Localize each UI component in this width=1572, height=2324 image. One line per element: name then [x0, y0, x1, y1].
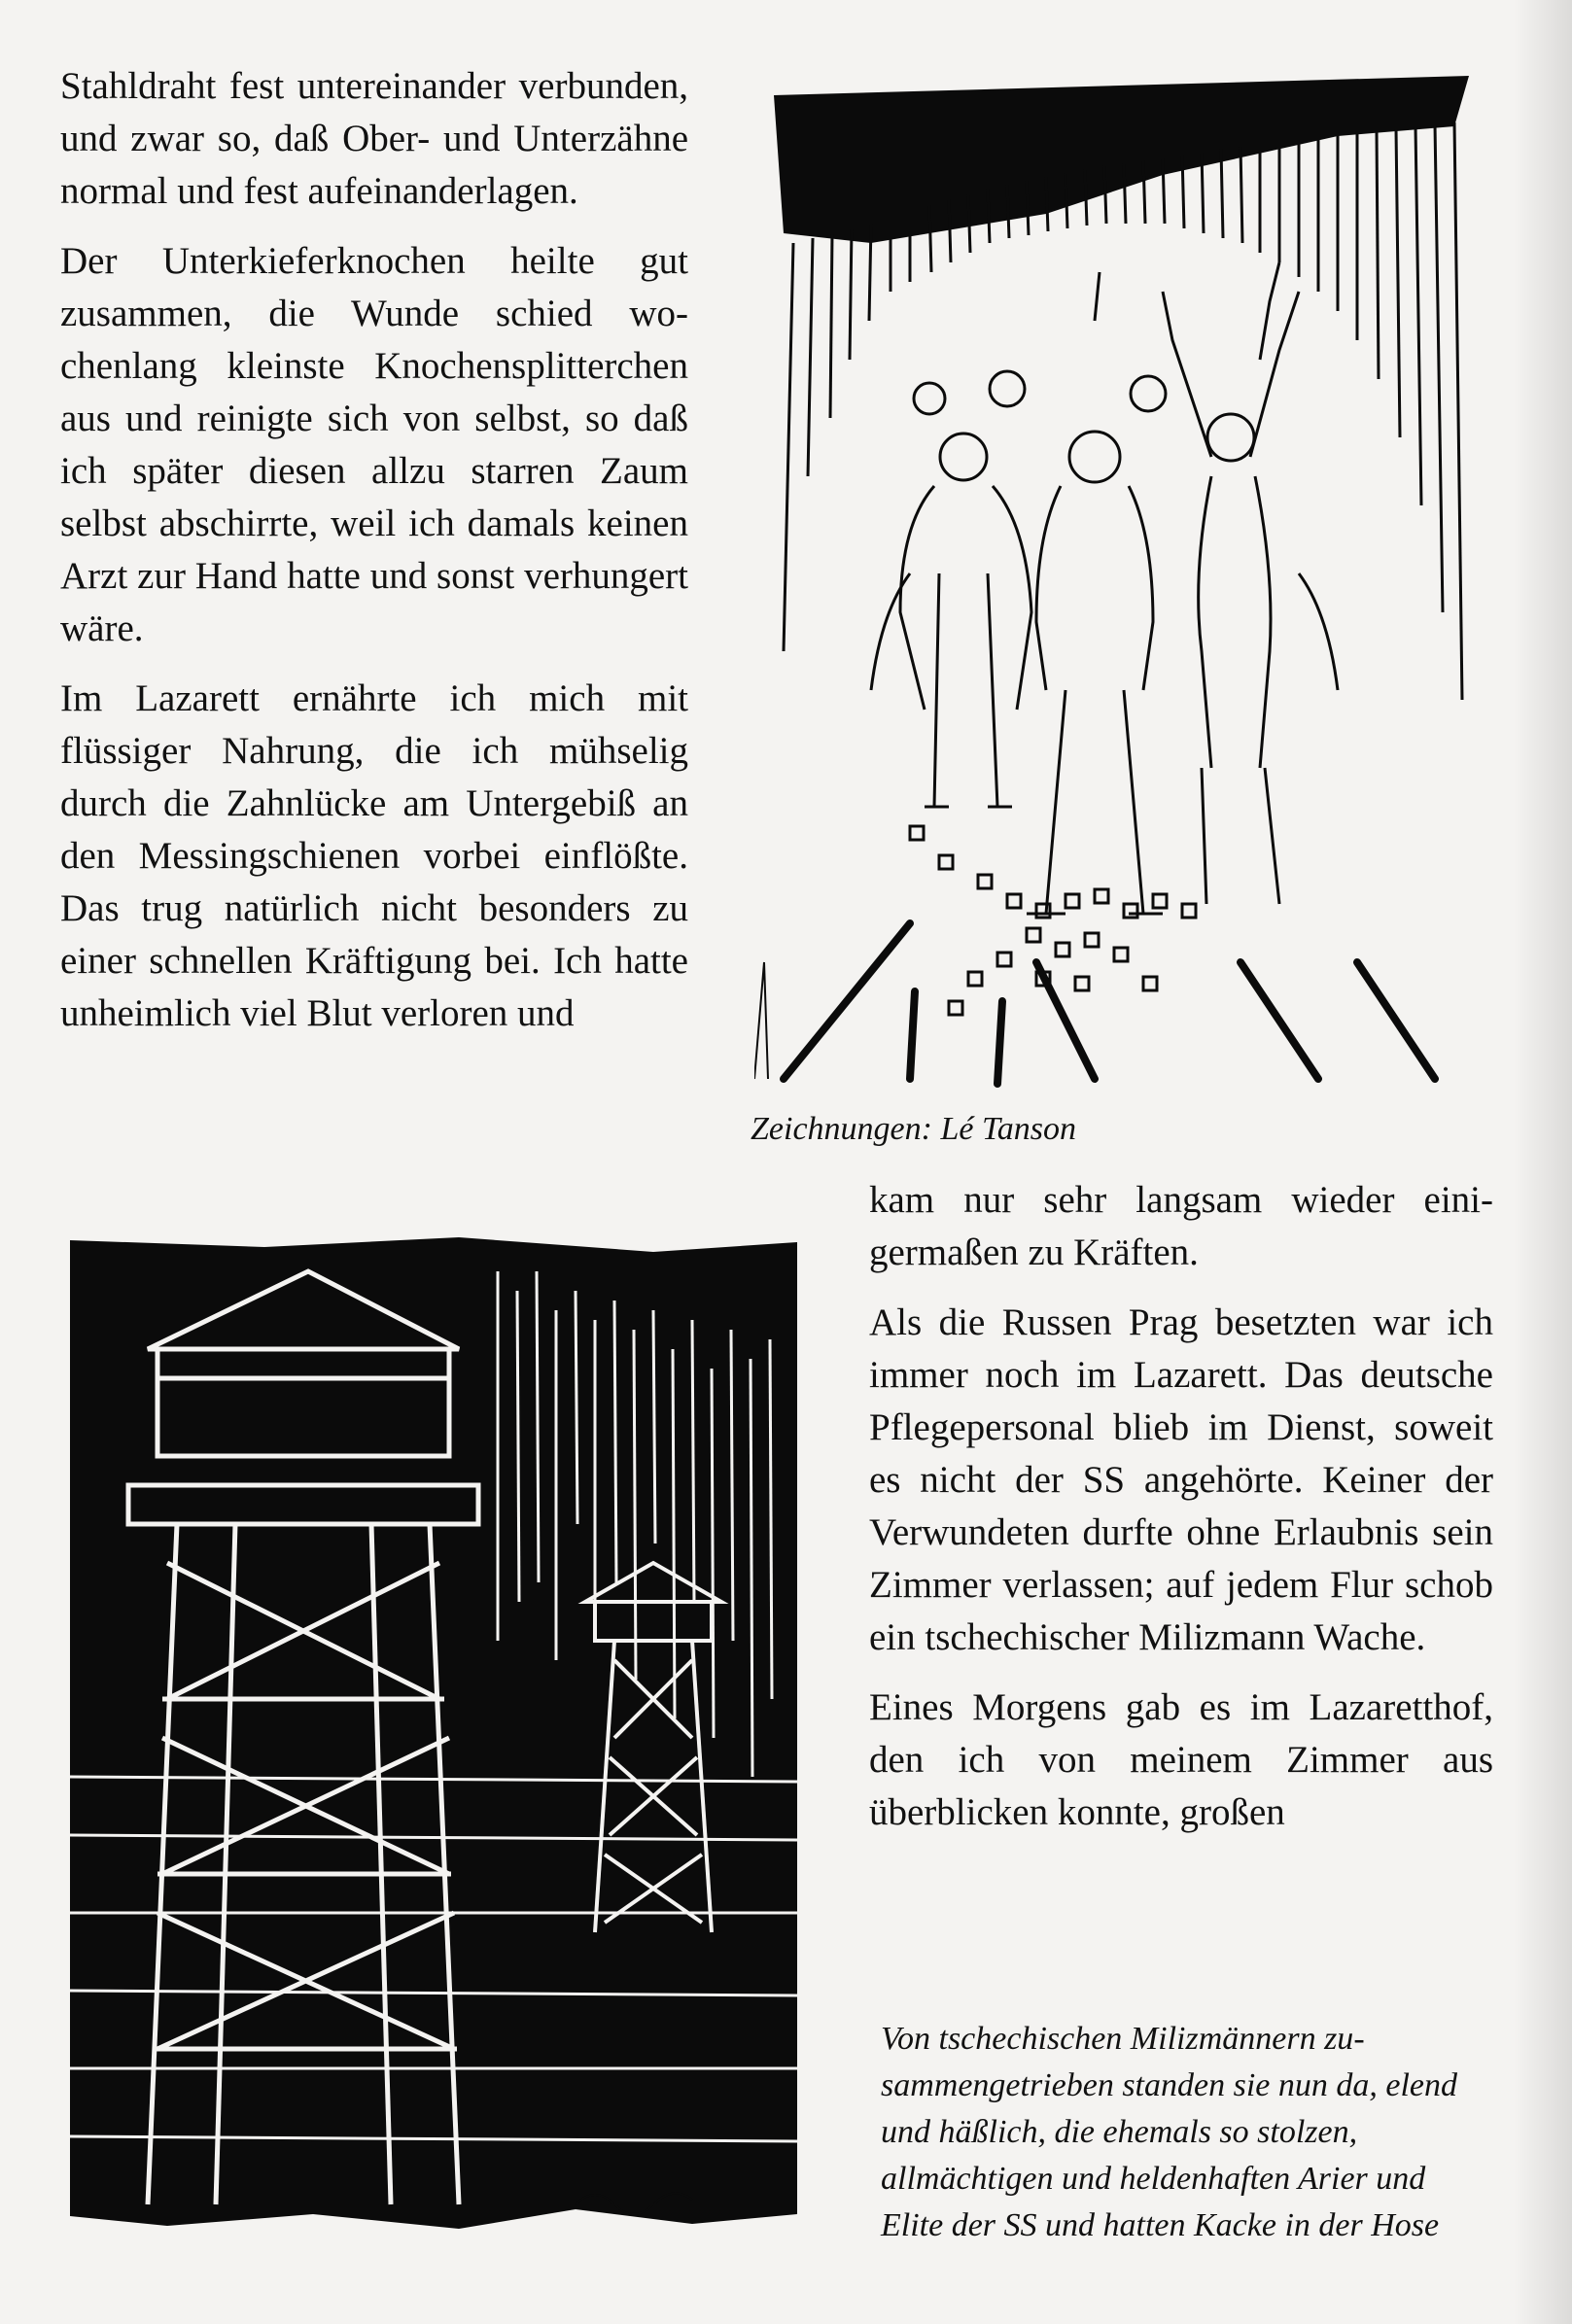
paragraph: Im Lazarett ernährte ich mich mit flüssiger Nahrung, die ich mühselig durch die Zahnlücke am Untergebiß an den Messingschienen vorbei einflößte. Das trug natürlich nicht besonders zu einer schnellen Kräftigung bei. Ich hatte unheimlich viel Blut verloren und: [60, 677, 688, 1034]
paragraph: kam nur sehr langsam wieder einigermaßen zu Kräften.: [869, 1179, 1493, 1273]
right-text-column: [869, 1174, 1493, 1856]
paragraph: Als die Russen Prag besetzten war ich immer noch im Lazarett. Das deutsche Pflegepersonal blieb im Dienst, soweit es nicht der SS angehörte. Keiner der Verwundeten durfte ohne Erlaubnis sein Zimmer verlassen; auf jedem Flur schob ein tschechischer Milizmann Wache.: [869, 1301, 1493, 1658]
paragraph: Der Unterkieferknochen heilte gut zusammen, die Wunde schied wochenlang kleinste Knochensplitterchen aus und reinigte sich von selbst, so daß ich später diesen allzu starren Zaum selbst abschirrte, weil ich damals keinen Arzt zur Hand hatte und sonst verhungert wäre.: [60, 240, 688, 649]
ink-drawing-watchtowers-icon: [70, 1232, 797, 2234]
left-text-column: [60, 60, 688, 1058]
page-edge-shadow: [1514, 0, 1572, 2324]
illustration-credit: Zeichnungen: Lé Tanson: [751, 1111, 1076, 1147]
ink-drawing-men-hands-raised-icon: [754, 68, 1491, 1089]
paragraph: Eines Morgens gab es im Lazaretthof, den ich von meinem Zimmer aus überblicken konnte, großen: [869, 1686, 1493, 1833]
paragraph: Stahldraht fest untereinander verbunden, und zwar so, daß Ober- und Unterzähne normal und fest aufeinanderlagen.: [60, 65, 688, 212]
illustration-caption: Von tschechischen Milizmännern zusammengetrieben standen sie nun da, elend und häßlich, die ehemals so stolzen, allmächtigen und heldenhaften Arier und Elite der SS und hatten Kacke in der Hose: [881, 2021, 1457, 2243]
